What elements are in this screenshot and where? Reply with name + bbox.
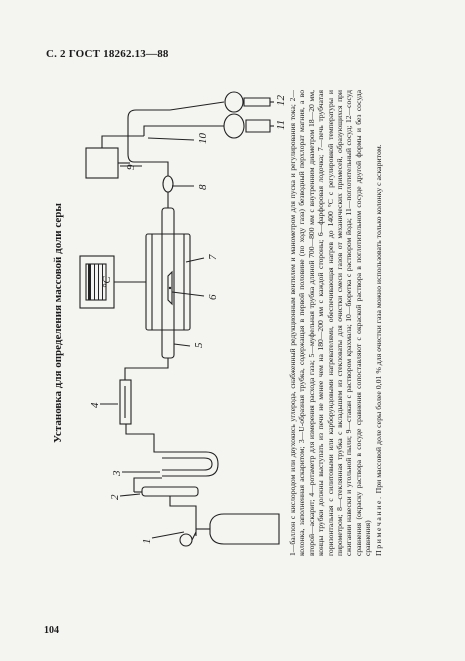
label-8: 8 — [197, 184, 209, 190]
note-label: Примечание. — [374, 495, 383, 556]
label-2: 2 — [109, 494, 121, 500]
label-6: 6 — [207, 294, 219, 300]
apparatus-diagram — [74, 88, 287, 558]
label-4: 4 — [89, 402, 101, 408]
page-number: 104 — [44, 625, 59, 636]
label-5: 5 — [193, 342, 205, 348]
label-11: 11 — [275, 119, 287, 130]
note-text: При массовой доле серы более 0,01 % для очистки газа можно использовать только колонку с аскаритом. — [374, 144, 383, 494]
label-7: 7 — [207, 254, 219, 260]
label-9: 9 — [125, 164, 137, 170]
rotated-figure-block — [52, 88, 412, 558]
figure-title: Установка для определения массовой доли серы — [52, 203, 64, 443]
gauge-text: °C — [101, 276, 113, 288]
page-header: С. 2 ГОСТ 18262.13—88 — [46, 48, 169, 60]
label-10: 10 — [197, 133, 209, 144]
label-3: 3 — [111, 470, 123, 476]
note — [374, 90, 384, 556]
label-12: 12 — [275, 95, 287, 106]
label-1: 1 — [141, 538, 153, 544]
figure-caption: 1—баллон с кислородом или двухокись углерода, снабженный редукционным вентилем и манометром для пуска и регулирования тока; 2—колонка, заполненная аскаритом; 3—U-образная трубка, содержащая в первой половине (по ходу газа) безводный перхлорат магния, а во второй—аскарит; 4—ротаметр для измерения расхода газа; 5—муфельная трубка длиной 700—800 мм с внутренним диаметром 18—20 мм, концы трубки должны выступать из печи не менее чем на 180—200 мм с каждой стороны; 6—фарфоровая лодочка; 7—печь трубчатая горизонтальная с силитовыми или карборундовыми нагревателями, обеспечивающая нагрев до 1400 °С с регулировкой температуры и пирометром; 8—стеклянная трубка с вкладышем из стекловаты для очистки смеси газов от механических примесей, образующихся при сжигании навески и угольной пыли; 9—стакан с раствором крахмала; 10—бюретка с раствором йода; 11—поглотительный сосуд; 12—сосуд сравнения (окраску раствора в сосуде сравнения сопоставляют с окраской раствора в поглотительном сосуде другой формы и без сосуда сравнения) — [288, 90, 373, 556]
